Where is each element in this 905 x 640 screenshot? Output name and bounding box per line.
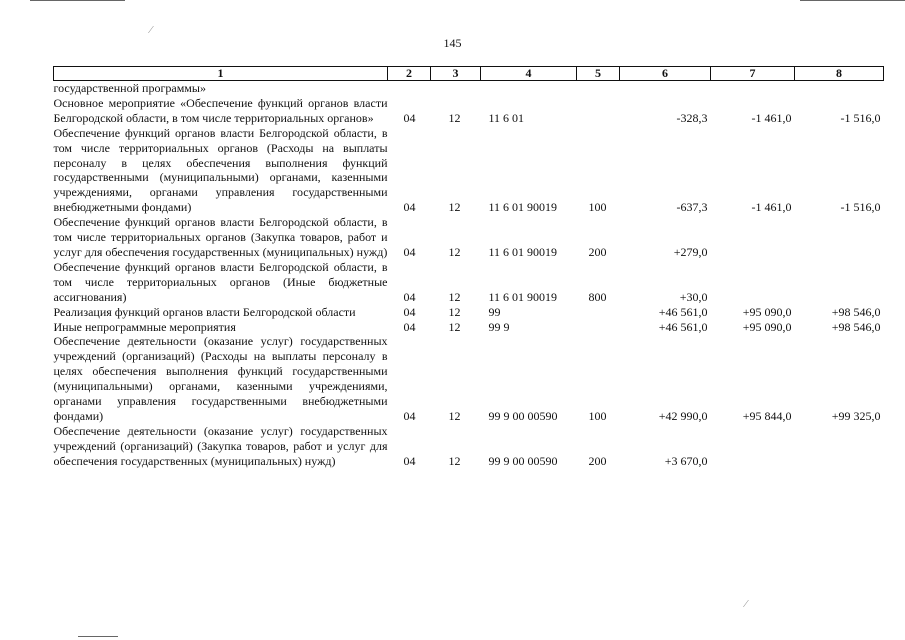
scan-mark: ⁄ <box>745 598 747 610</box>
row-value-6: -328,3 <box>676 110 708 125</box>
row-value-7: -1 461,0 <box>751 110 792 125</box>
row-section: 04 <box>403 453 416 468</box>
row-value-8: +99 325,0 <box>831 408 881 423</box>
row-value-8 <box>795 260 884 305</box>
row-expense-type: 100 <box>588 408 607 423</box>
row-name: Основное мероприятие «Обеспечение функций органов власти Белгородской области, в том числе территориальных органов» <box>53 95 388 125</box>
table-row <box>54 424 884 469</box>
row-expense-type <box>577 320 620 335</box>
row-target-article: 99 <box>488 304 501 319</box>
row-expense-type: 200 <box>588 453 607 468</box>
row-value-7: +95 844,0 <box>742 408 792 423</box>
row-value-7: -1 461,0 <box>751 200 792 215</box>
header-col-2: 2 <box>388 67 431 81</box>
page-number: 145 <box>443 36 462 50</box>
row-value-8 <box>795 424 884 469</box>
table-row <box>54 260 884 305</box>
row-value-7 <box>711 81 795 96</box>
row-value-8: +98 546,0 <box>831 304 881 319</box>
row-name: Иные непрограммные мероприятия <box>53 319 236 334</box>
row-expense-type: 200 <box>588 244 607 259</box>
row-value-8 <box>795 215 884 260</box>
row-name: Обеспечение деятельности (оказание услуг) государственных учреждений (организаций) (Закупка товаров, работ и услуг для обеспечения государственных (муниципальных) нужд) <box>53 423 388 468</box>
row-expense-type: 800 <box>588 289 607 304</box>
row-section: 04 <box>403 319 416 334</box>
header-row <box>54 67 884 81</box>
row-value-7 <box>711 260 795 305</box>
row-subsection: 12 <box>448 200 461 215</box>
row-section <box>388 81 431 96</box>
row-subsection: 12 <box>448 408 461 423</box>
row-section: 04 <box>403 408 416 423</box>
row-value-8 <box>795 81 884 96</box>
row-value-6: +46 561,0 <box>658 319 708 334</box>
header-col-5: 5 <box>577 67 620 81</box>
row-name: Реализация функций органов власти Белгородской области <box>53 304 356 319</box>
row-expense-type <box>577 81 620 96</box>
row-value-6: +279,0 <box>673 244 708 259</box>
header-col-3: 3 <box>431 67 481 81</box>
table-row <box>54 96 884 126</box>
row-section: 04 <box>403 304 416 319</box>
row-name: Обеспечение функций органов власти Белгородской области, в том числе территориальных органов (Расходы на выплаты персоналу в целях обеспечения выполнения функций государственными (муниципальными) органами, казенными учреждениями, органами управления государственными внебюджетными фондами) <box>53 125 388 215</box>
row-target-article: 99 9 <box>488 319 510 334</box>
row-subsection: 12 <box>448 289 461 304</box>
row-subsection: 12 <box>448 453 461 468</box>
row-name: Обеспечение функций органов власти Белгородской области, в том числе территориальных органов (Иные бюджетные ассигнования) <box>53 259 388 304</box>
row-value-6: -637,3 <box>676 200 708 215</box>
row-subsection: 12 <box>448 319 461 334</box>
row-target-article: 11 6 01 90019 <box>488 200 558 215</box>
row-value-7: +95 090,0 <box>742 319 792 334</box>
scan-mark: ⁄ <box>150 24 152 36</box>
top-edge-rule-left <box>30 0 125 1</box>
table-row <box>54 320 884 335</box>
header-col-7: 7 <box>711 67 795 81</box>
top-edge-rule-right <box>800 0 905 1</box>
row-value-7 <box>711 215 795 260</box>
row-section: 04 <box>403 200 416 215</box>
row-target-article: 99 9 00 00590 <box>488 453 558 468</box>
bottom-edge-rule <box>78 636 118 637</box>
row-value-6: +42 990,0 <box>658 408 708 423</box>
row-section: 04 <box>403 289 416 304</box>
row-value-6: +30,0 <box>679 289 708 304</box>
row-target-article: 11 6 01 <box>488 110 525 125</box>
row-name: Обеспечение функций органов власти Белгородской области, в том числе территориальных органов (Закупка товаров, работ и услуг для обеспечения государственных (муниципальных) нужд) <box>53 215 388 259</box>
header-col-6: 6 <box>620 67 711 81</box>
row-value-7: +95 090,0 <box>742 304 792 319</box>
table-row <box>54 334 884 423</box>
row-section: 04 <box>403 110 416 125</box>
row-subsection: 12 <box>448 110 461 125</box>
row-expense-type: 100 <box>588 200 607 215</box>
row-value-8: +98 546,0 <box>831 319 881 334</box>
row-target-article <box>481 81 577 96</box>
row-target-article: 11 6 01 90019 <box>488 289 558 304</box>
header-col-8: 8 <box>795 67 884 81</box>
header-col-1: 1 <box>54 67 388 81</box>
table-row <box>54 215 884 260</box>
budget-table <box>53 66 884 469</box>
row-target-article: 99 9 00 00590 <box>488 408 558 423</box>
row-section: 04 <box>403 244 416 259</box>
row-value-6: +46 561,0 <box>658 304 708 319</box>
table-row <box>54 126 884 215</box>
row-target-article: 11 6 01 90019 <box>488 244 558 259</box>
row-subsection: 12 <box>448 244 461 259</box>
row-value-6 <box>620 81 711 96</box>
table-row <box>54 81 884 96</box>
header-col-4: 4 <box>481 67 577 81</box>
row-name: государственной программы» <box>53 81 206 95</box>
row-expense-type <box>577 96 620 126</box>
table-row <box>54 305 884 320</box>
row-name: Обеспечение деятельности (оказание услуг) государственных учреждений (организаций) (Расходы на выплаты персоналу в целях обеспечения выполнения функций государственными (муниципальными) органами, казенными учреждениями, органами управления государственными внебюджетными фондами) <box>53 334 388 423</box>
row-value-8: -1 516,0 <box>840 110 881 125</box>
row-value-8: -1 516,0 <box>840 200 881 215</box>
row-expense-type <box>577 305 620 320</box>
row-value-7 <box>711 424 795 469</box>
row-subsection <box>431 81 481 96</box>
row-value-6: +3 670,0 <box>664 453 708 468</box>
row-subsection: 12 <box>448 304 461 319</box>
